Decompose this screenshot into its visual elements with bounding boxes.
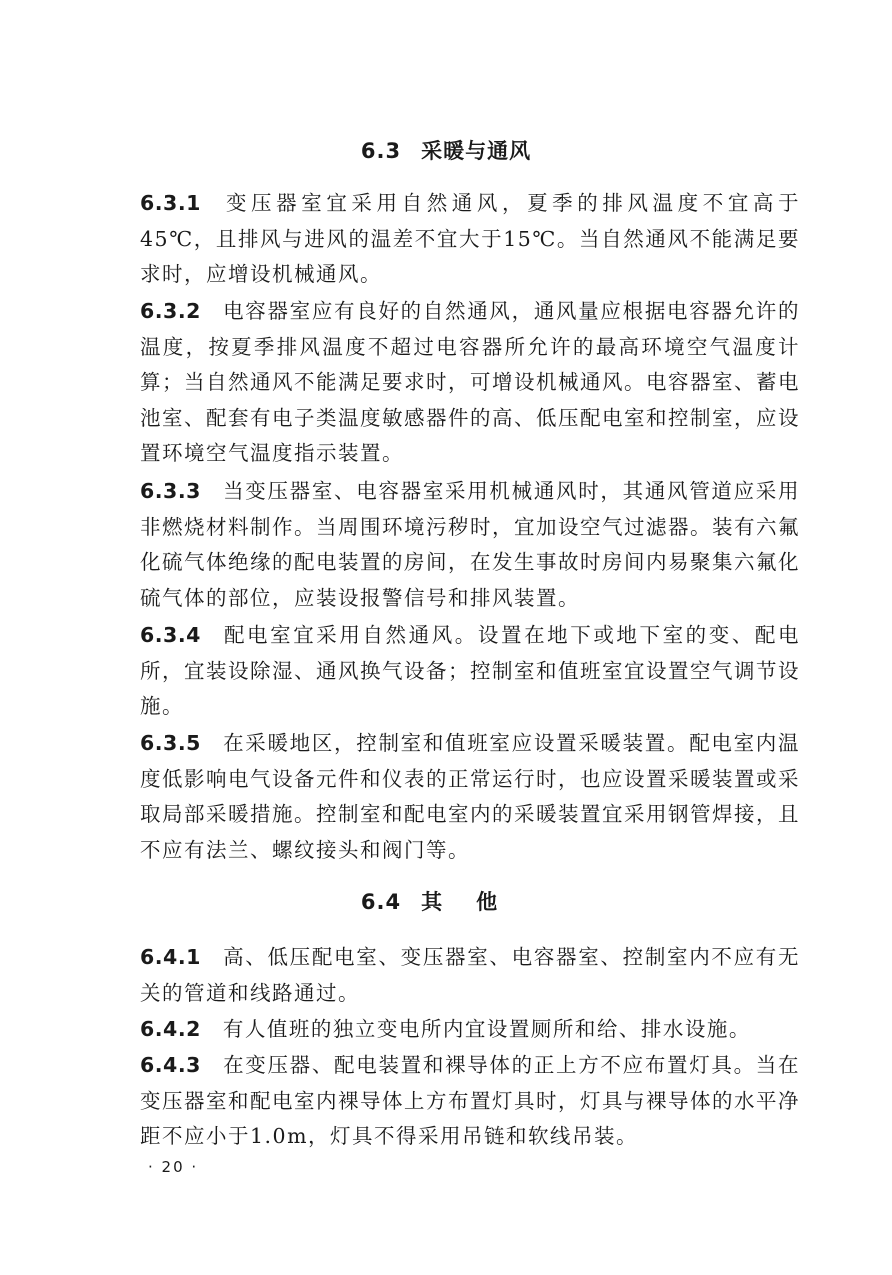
clause-6-3-3	[140, 474, 800, 616]
clause-6-3-1	[140, 186, 800, 293]
clause-number: 6.4.2	[140, 1017, 201, 1041]
section-heading-6-3	[0, 136, 892, 166]
clause-text: 在变压器、配电装置和裸导体的正上方不应布置灯具。当在变压器室和配电室内裸导体上方布置灯具时，灯具与裸导体的水平净距不应小于1.0m，灯具不得采用吊链和软线吊装。	[140, 1053, 800, 1148]
clause-6-4-1	[140, 940, 800, 1011]
clause-6-4-3	[140, 1048, 800, 1155]
clause-text: 电容器室应有良好的自然通风，通风量应根据电容器允许的温度，按夏季排风温度不超过电容器所允许的最高环境空气温度计算；当自然通风不能满足要求时，可增设机械通风。电容器室、蓄电池室、配套有电子类温度敏感器件的高、低压配电室和控制室，应设置环境空气温度指示装置。	[140, 299, 800, 465]
clause-text: 当变压器室、电容器室采用机械通风时，其通风管道应采用非燃烧材料制作。当周围环境污秽时，宜加设空气过滤器。装有六氟化硫气体绝缘的配电装置的房间，在发生事故时房间内易聚集六氟化硫气体的部位，应装设报警信号和排风装置。	[140, 479, 800, 610]
section-title: 其他	[421, 890, 532, 914]
page-number: · 20 ·	[148, 1158, 199, 1176]
clause-text: 有人值班的独立变电所内宜设置厕所和给、排水设施。	[222, 1017, 751, 1041]
clause-number: 6.4.3	[140, 1053, 201, 1077]
clause-number: 6.3.1	[140, 191, 201, 215]
clause-6-3-4	[140, 618, 800, 725]
section-title: 采暖与通风	[421, 139, 532, 163]
clause-number: 6.3.2	[140, 299, 201, 323]
section-number: 6.3	[360, 139, 402, 163]
clause-number: 6.4.1	[140, 945, 201, 969]
section-heading-6-4	[0, 887, 892, 917]
clause-text: 高、低压配电室、变压器室、电容器室、控制室内不应有无关的管道和线路通过。	[140, 945, 800, 1005]
clause-number: 6.3.5	[140, 731, 201, 755]
clause-text: 变压器室宜采用自然通风，夏季的排风温度不宜高于45℃，且排风与进风的温差不宜大于15℃。当自然通风不能满足要求时，应增设机械通风。	[140, 191, 800, 286]
clause-text: 在采暖地区，控制室和值班室应设置采暖装置。配电室内温度低影响电气设备元件和仪表的正常运行时，也应设置采暖装置或采取局部采暖措施。控制室和配电室内的采暖装置宜采用钢管焊接，且不应有法兰、螺纹接头和阀门等。	[140, 731, 800, 862]
section-number: 6.4	[360, 890, 402, 914]
clause-6-4-2	[140, 1012, 800, 1048]
clause-text: 配电室宜采用自然通风。设置在地下或地下室的变、配电所，宜装设除湿、通风换气设备；控制室和值班室宜设置空气调节设施。	[140, 623, 800, 718]
clause-6-3-5	[140, 726, 800, 868]
clause-number: 6.3.4	[140, 623, 201, 647]
clause-6-3-2	[140, 294, 800, 472]
clause-number: 6.3.3	[140, 479, 201, 503]
